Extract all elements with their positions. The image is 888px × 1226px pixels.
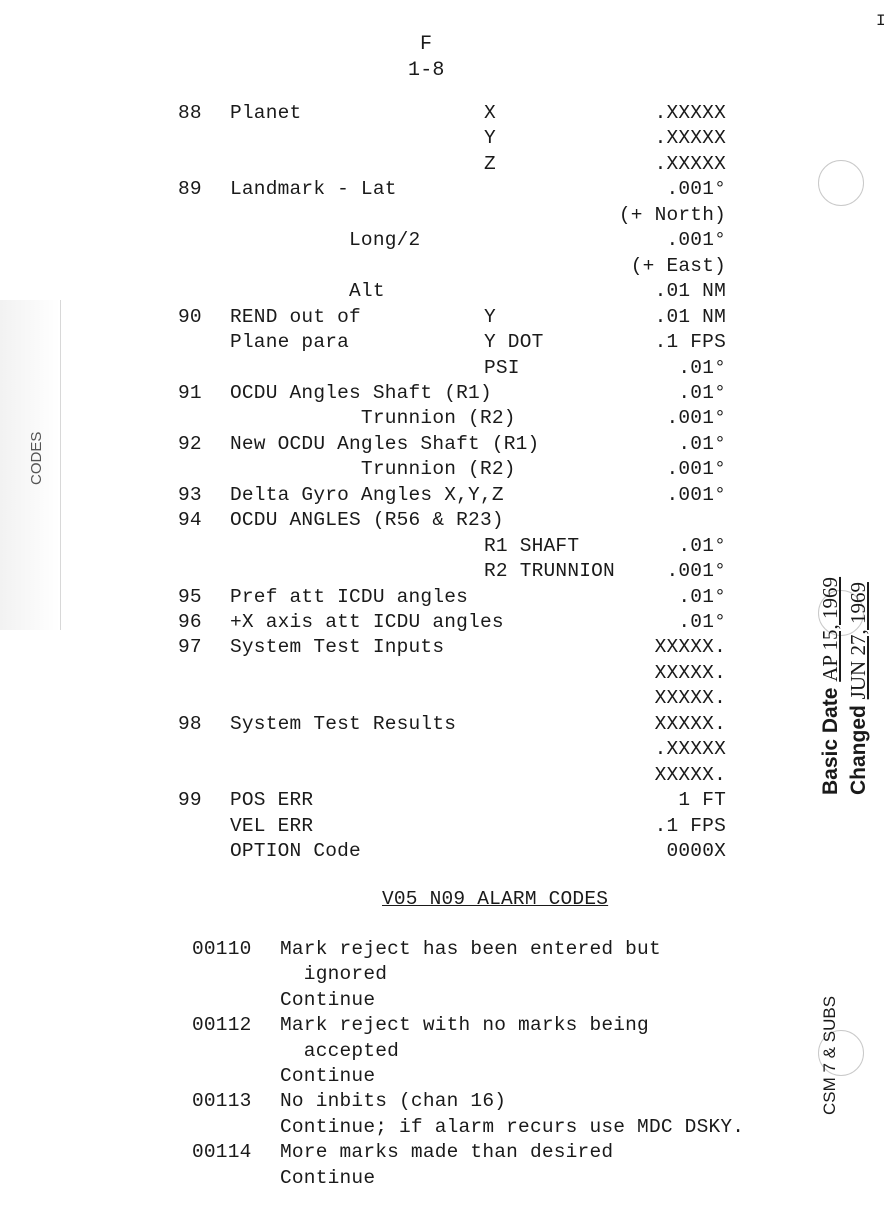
noun-component: Z	[484, 153, 496, 175]
noun-description: VEL ERR	[230, 815, 314, 837]
noun-component: R2 TRUNNION	[484, 560, 615, 582]
noun-description: New OCDU Angles Shaft (R1)	[230, 433, 540, 455]
noun-description: Delta Gyro Angles X,Y,Z	[230, 484, 504, 506]
punch-hole-top	[818, 160, 864, 206]
noun-number: 88	[178, 102, 202, 124]
noun-component: Y	[484, 306, 496, 328]
alarm-code: 00113	[192, 1090, 252, 1112]
noun-number: 93	[178, 484, 202, 506]
alarm-description-line: Continue	[280, 1065, 376, 1087]
noun-description: POS ERR	[230, 789, 314, 811]
noun-scale: .XXXXX	[654, 127, 726, 149]
alarm-description-line: Continue	[280, 1167, 376, 1189]
page-number: 1-8	[408, 59, 445, 82]
noun-description: Long/2	[230, 229, 421, 251]
basic-date-label: Basic Date	[819, 687, 842, 795]
noun-component: Y	[484, 127, 496, 149]
noun-component: X	[484, 102, 496, 124]
noun-scale: .01 NM	[654, 280, 726, 302]
alarm-description-line: Mark reject has been entered but	[280, 938, 661, 960]
noun-description: Landmark - Lat	[230, 178, 397, 200]
noun-number: 91	[178, 382, 202, 404]
noun-scale: .01°	[678, 357, 726, 379]
noun-scale: .01°	[678, 382, 726, 404]
alarm-code: 00114	[192, 1141, 252, 1163]
alarm-description-line: accepted	[280, 1040, 400, 1062]
alarm-description-line: Continue	[280, 989, 376, 1011]
noun-scale: .01°	[678, 433, 726, 455]
alarm-description-line: No inbits (chan 16)	[280, 1090, 507, 1112]
noun-description: Alt	[230, 280, 385, 302]
corner-mark: I	[876, 12, 886, 30]
noun-scale: .1 FPS	[654, 331, 726, 353]
noun-number: 89	[178, 178, 202, 200]
noun-scale: XXXXX.	[654, 764, 726, 786]
noun-scale: .01 NM	[654, 306, 726, 328]
noun-number: 99	[178, 789, 202, 811]
noun-scale: .001°	[666, 560, 726, 582]
alarm-description-line: Continue; if alarm recurs use MDC DSKY.	[280, 1116, 745, 1138]
noun-scale: .001°	[666, 458, 726, 480]
changed-label: Changed	[847, 705, 870, 795]
noun-scale: .001°	[666, 484, 726, 506]
noun-scale: .001°	[666, 229, 726, 251]
noun-number: 90	[178, 306, 202, 328]
noun-number: 94	[178, 509, 202, 531]
noun-scale: .001°	[666, 178, 726, 200]
noun-component: PSI	[484, 357, 520, 379]
noun-number: 97	[178, 636, 202, 658]
alarm-code: 00110	[192, 938, 252, 960]
noun-number: 92	[178, 433, 202, 455]
noun-scale: XXXXX.	[654, 713, 726, 735]
alarm-code: 00112	[192, 1014, 252, 1036]
noun-scale: 0000X	[666, 840, 726, 862]
alarm-codes-title: V05 N09 ALARM CODES	[382, 888, 609, 910]
noun-scale: .1 FPS	[654, 815, 726, 837]
noun-description: Planet	[230, 102, 302, 124]
noun-scale: (+ East)	[630, 255, 726, 277]
noun-scale: 1 FT	[678, 789, 726, 811]
noun-scale: .01°	[678, 586, 726, 608]
alarm-description-line: ignored	[280, 963, 388, 985]
alarm-description-line: Mark reject with no marks being	[280, 1014, 649, 1036]
noun-scale: .XXXXX	[654, 102, 726, 124]
noun-description: System Test Inputs	[230, 636, 445, 658]
changed-date	[846, 582, 871, 795]
noun-scale: .01°	[678, 611, 726, 633]
noun-scale: (+ North)	[618, 204, 726, 226]
noun-scale: XXXXX.	[654, 662, 726, 684]
noun-description: System Test Results	[230, 713, 457, 735]
noun-component: Y DOT	[484, 331, 544, 353]
noun-description: REND out of	[230, 306, 361, 328]
noun-description: +X axis att ICDU angles	[230, 611, 504, 633]
basic-date-value: AP 15, 1969	[818, 576, 842, 682]
noun-description: OCDU Angles Shaft (R1)	[230, 382, 492, 404]
noun-description: Plane para	[230, 331, 350, 353]
noun-scale: XXXXX.	[654, 636, 726, 658]
basic-date	[818, 577, 843, 795]
noun-description: Trunnion (R2)	[230, 458, 516, 480]
noun-scale: .001°	[666, 407, 726, 429]
noun-number: 98	[178, 713, 202, 735]
noun-description: Pref att ICDU angles	[230, 586, 469, 608]
alarm-description-line: More marks made than desired	[280, 1141, 614, 1163]
noun-scale: .01°	[678, 535, 726, 557]
section-letter: F	[420, 33, 433, 56]
noun-description: OPTION Code	[230, 840, 361, 862]
changed-value: JUN 27, 1969	[846, 582, 870, 700]
document-label: CSM 7 & SUBS	[820, 995, 839, 1115]
noun-number: 95	[178, 586, 202, 608]
noun-component: R1 SHAFT	[484, 535, 580, 557]
noun-description: Trunnion (R2)	[230, 407, 516, 429]
noun-scale: .XXXXX	[654, 153, 726, 175]
noun-scale: XXXXX.	[654, 687, 726, 709]
noun-description: OCDU ANGLES (R56 & R23)	[230, 509, 504, 531]
tab-label: CODES	[28, 431, 45, 485]
noun-number: 96	[178, 611, 202, 633]
noun-scale: .XXXXX	[654, 738, 726, 760]
